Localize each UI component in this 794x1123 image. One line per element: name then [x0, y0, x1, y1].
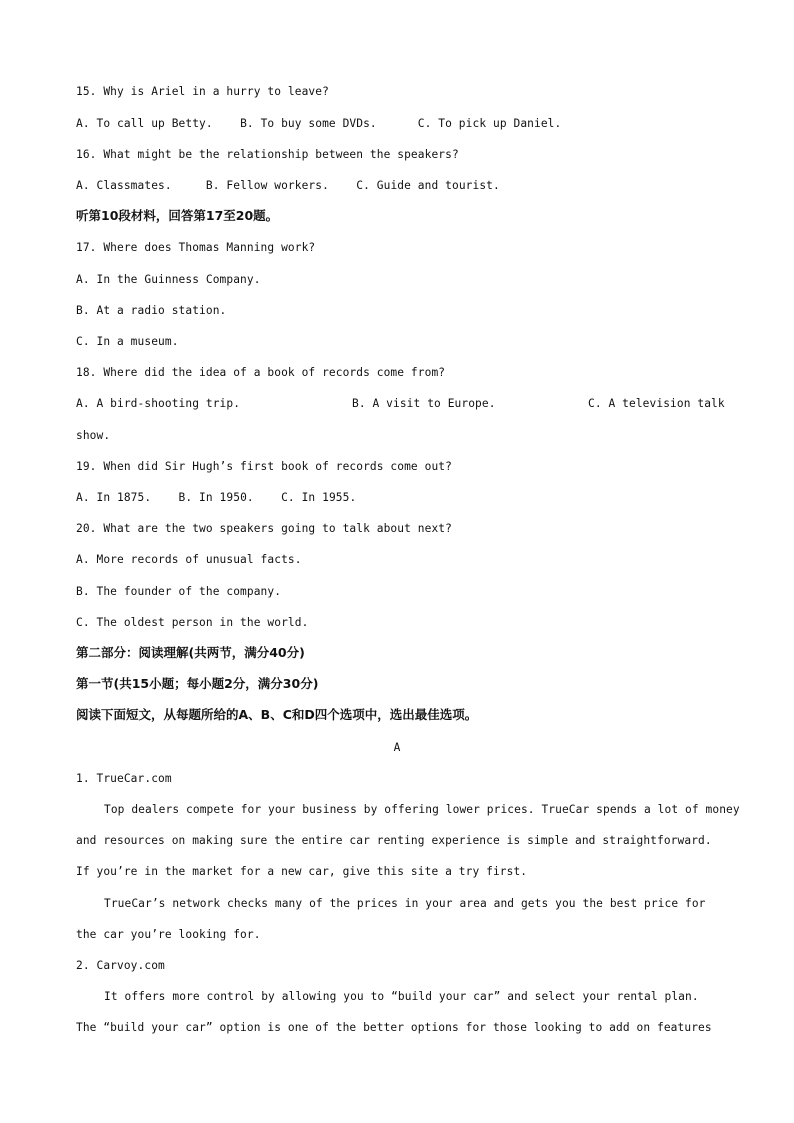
option-b: B. Fellow workers.	[205, 179, 329, 192]
item-1-paragraph-1-line-2: and resources on making sure the entire car renting experience is simple and straightforward.	[76, 834, 712, 847]
question-20-option-b: B. The founder of the company.	[76, 585, 282, 598]
option-c: C. Guide and tourist.	[356, 179, 500, 192]
item-1-paragraph-1-line-3: If you’re in the market for a new car, give this site a try first.	[76, 865, 528, 878]
item-2-paragraph-1-line-1: It offers more control by allowing you to “build your car” and select your rental plan.	[104, 990, 699, 1003]
item-1-paragraph-2-line-2: the car you’re looking for.	[76, 928, 261, 941]
question-20-stem: 20. What are the two speakers going to talk about next?	[76, 522, 452, 535]
question-17-option-b: B. At a radio station.	[76, 304, 227, 317]
question-18-option-b: B. A visit to Europe.	[352, 397, 496, 410]
option-b: B. In 1950.	[178, 491, 254, 504]
question-18-option-c-continued: show.	[76, 429, 111, 442]
item-2-title: 2. Carvoy.com	[76, 959, 165, 972]
question-18-stem: 18. Where did the idea of a book of records come from?	[76, 366, 446, 379]
option-a: A. To call up Betty.	[76, 117, 213, 130]
option-b: B. To buy some DVDs.	[240, 117, 377, 130]
option-a: A. In 1875.	[76, 491, 152, 504]
question-19-stem: 19. When did Sir Hugh’s first book of records come out?	[76, 460, 452, 473]
section-1-header: 第一节(共15小题；每小题2分，满分30分)	[76, 676, 319, 691]
option-c: C. To pick up Daniel.	[417, 117, 562, 130]
question-20-option-a: A. More records of unusual facts.	[76, 553, 302, 566]
question-20-option-c: C. The oldest person in the world.	[76, 616, 309, 629]
question-17-option-a: A. In the Guinness Company.	[76, 273, 261, 286]
item-1-paragraph-1-line-1: Top dealers compete for your business by offering lower prices. TrueCar spends a lot of money	[104, 803, 740, 816]
item-1-title: 1. TrueCar.com	[76, 772, 172, 785]
passage-label: A	[393, 741, 401, 754]
option-a: A. Classmates.	[76, 179, 172, 192]
question-18-option-a: A. A bird-shooting trip.	[76, 397, 241, 410]
item-2-paragraph-1-line-2: The “build your car” option is one of the better options for those looking to add on features	[76, 1021, 712, 1034]
question-15-options	[76, 116, 561, 132]
question-15-stem: 15. Why is Ariel in a hurry to leave?	[76, 85, 329, 98]
item-1-paragraph-2-line-1: TrueCar’s network checks many of the prices in your area and gets you the best price for	[104, 897, 706, 910]
option-c: C. In 1955.	[281, 491, 357, 504]
instruction: 阅读下面短文，从每题所给的A、B、C和D四个选项中，选出最佳选项。	[76, 707, 478, 722]
question-19-options	[76, 490, 356, 506]
question-17-option-c: C. In a museum.	[76, 335, 179, 348]
question-16-options	[76, 178, 500, 194]
question-17-stem: 17. Where does Thomas Manning work?	[76, 241, 316, 254]
part-2-header: 第二部分：阅读理解(共两节，满分40分)	[76, 645, 305, 660]
question-16-stem: 16. What might be the relationship between the speakers?	[76, 148, 459, 161]
question-18-option-c: C. A television talk	[588, 397, 725, 410]
section-10-header: 听第10段材料，回答第17至20题。	[76, 208, 279, 223]
